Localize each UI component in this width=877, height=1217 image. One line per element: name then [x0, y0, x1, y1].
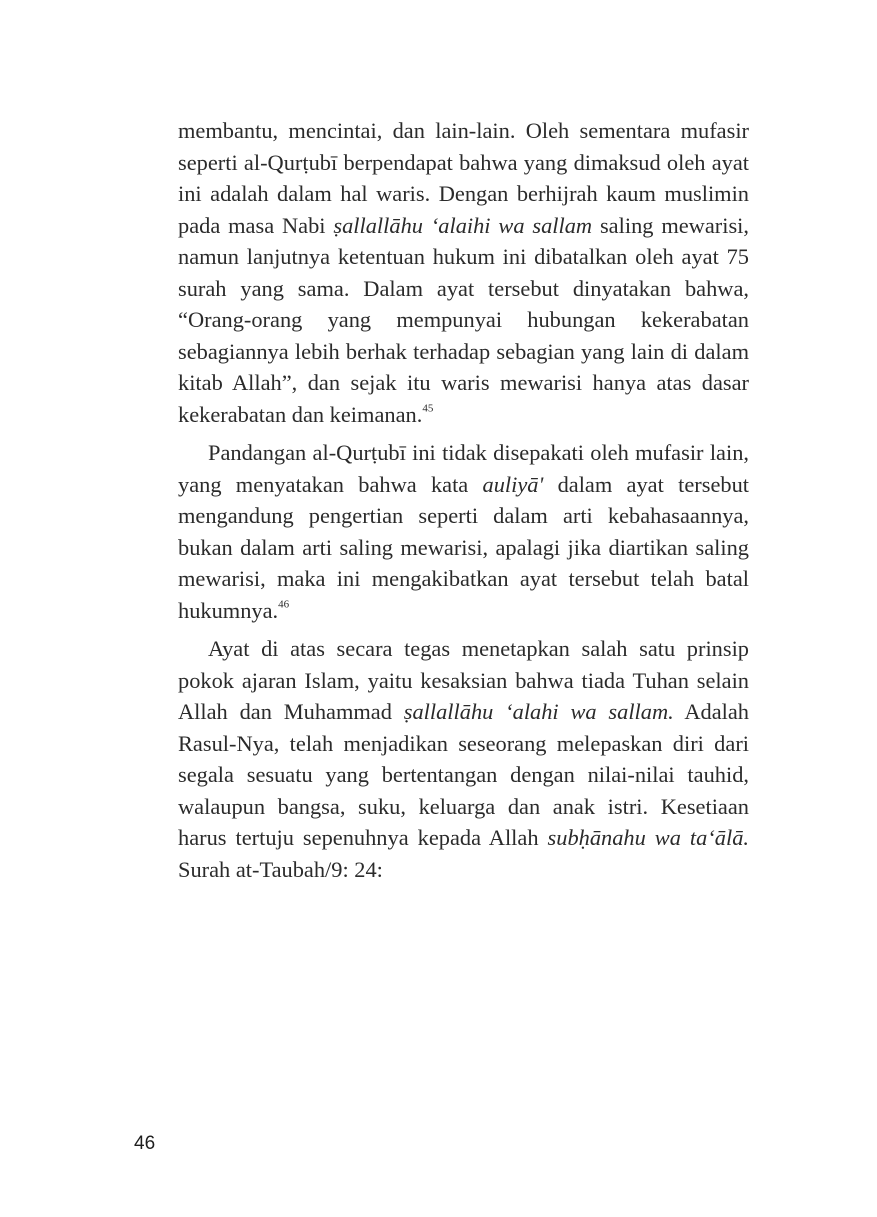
italic-term: ṣallallāhu ‘alahi wa sallam.	[403, 699, 674, 724]
paragraph-1	[178, 115, 749, 430]
text-segment: Adalah Rasul-Nya, telah menjadikan seseorang melepaskan diri dari segala sesuatu yang bertentangan dengan nilai-nilai tauhid, walaupun bangsa, suku, keluarga dan anak istri. Kesetiaan harus tertuju sepenuhnya kepada Allah	[178, 699, 749, 850]
text-segment: Surah at-Taubah/9: 24:	[178, 856, 383, 882]
text-segment: dalam ayat tersebut mengandung pengertian seperti dalam arti kebahasaannya, bukan dalam arti saling mewarisi, apalagi jika diartikan saling mewarisi, maka ini mengakibatkan ayat tersebut telah batal hukumnya.	[178, 471, 749, 623]
page-number: 46	[134, 1133, 156, 1154]
text-segment: saling mewarisi, namun lanjutnya ketentuan hukum ini dibatalkan oleh ayat 75 surah yang sama. Dalam ayat tersebut dinyatakan bahwa, “Orang-orang yang mempunyai hubungan kekerabatan sebagiannya lebih berhak terhadap sebagian yang lain di dalam kitab Allah”, dan sejak itu waris mewarisi hanya atas dasar kekerabatan dan keimanan.	[178, 212, 749, 427]
footnote-ref-45[interactable]: 45	[422, 402, 434, 415]
italic-term: subḥānahu wa ta‘ālā.	[547, 825, 750, 850]
text-segment: Ayat di atas secara tegas menetapkan salah satu prinsip pokok ajaran Islam, yaitu kesaksian bahwa tiada Tuhan selain Allah dan Muhammad	[178, 636, 749, 724]
paragraph-3	[178, 633, 749, 885]
italic-term: auliyā'	[482, 471, 544, 497]
paragraph-2	[178, 437, 749, 626]
body-text	[178, 115, 749, 885]
text-segment: Pandangan al-Qurṭubī ini tidak disepakati oleh mufasir lain, yang menyatakan bahwa kata	[178, 440, 749, 497]
footnote-ref-46[interactable]: 46	[278, 598, 290, 611]
italic-term: ṣallallāhu ‘alaihi wa sallam	[333, 212, 593, 238]
text-segment: membantu, mencintai, dan lain-lain. Oleh sementara mufasir seperti al-Qurṭubī berpendapat bahwa yang dimaksud oleh ayat ini adalah dalam hal waris. Dengan berhijrah kaum muslimin pada masa Nabi	[178, 118, 749, 238]
